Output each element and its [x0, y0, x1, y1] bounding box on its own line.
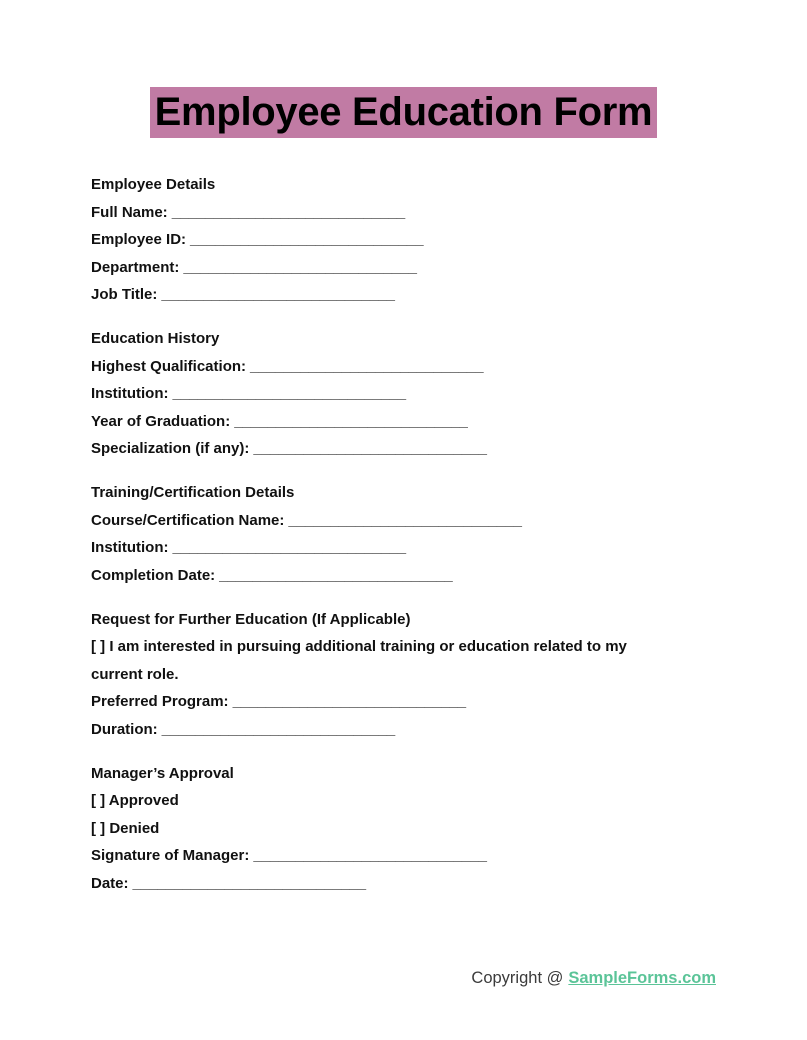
year-of-graduation-blank: ____________________________ — [234, 412, 468, 430]
field-label: Course/Certification Name: — [91, 511, 285, 529]
institution-blank: ____________________________ — [172, 385, 407, 402]
checkbox-interest-statement-line1[interactable]: [ ] I am interested in pursuing additional training or education related to my — [91, 638, 627, 655]
section-employee-details — [91, 171, 741, 309]
field-year-of-graduation — [91, 408, 741, 436]
section-heading: Employee Details — [91, 176, 216, 193]
specialization-blank: ____________________________ — [253, 440, 487, 457]
form-body — [91, 171, 741, 914]
section-heading: Education History — [91, 330, 220, 347]
field-label: Full Name: — [91, 203, 168, 221]
signature-of-manager-blank: ____________________________ — [253, 847, 487, 864]
duration-blank: ____________________________ — [161, 720, 396, 738]
course-certification-name-blank: ____________________________ — [288, 511, 522, 529]
field-duration — [91, 716, 741, 744]
field-label: Job Title: — [91, 286, 158, 303]
field-department — [91, 254, 741, 282]
field-preferred-program — [91, 688, 741, 716]
field-label: Institution: — [91, 385, 169, 402]
field-label: Employee ID: — [91, 231, 187, 248]
section-education-history — [91, 325, 741, 463]
field-course-certification-name — [91, 507, 741, 535]
field-specialization — [91, 435, 741, 463]
field-label: Duration: — [91, 720, 158, 738]
checkbox-denied[interactable]: [ ] Denied — [91, 819, 160, 837]
field-label: Signature of Manager: — [91, 847, 250, 864]
highest-qualification-blank: ____________________________ — [250, 357, 484, 375]
field-label: Completion Date: — [91, 566, 216, 584]
field-label: Highest Qualification: — [91, 357, 247, 375]
section-heading: Request for Further Education (If Applicable) — [91, 610, 411, 628]
section-managers-approval — [91, 760, 741, 898]
field-label: Specialization (if any): — [91, 440, 250, 457]
field-highest-qualification — [91, 353, 741, 381]
preferred-program-blank: ____________________________ — [232, 693, 467, 710]
department-blank: ____________________________ — [183, 258, 417, 276]
title-row — [0, 87, 807, 138]
field-employee-id — [91, 226, 741, 254]
job-title-blank: ____________________________ — [161, 286, 395, 303]
employee-id-blank: ____________________________ — [190, 231, 424, 248]
section-further-education-request — [91, 606, 741, 744]
completion-date-blank: ____________________________ — [219, 566, 453, 584]
field-label: Year of Graduation: — [91, 412, 231, 430]
field-training-institution — [91, 534, 741, 562]
field-job-title — [91, 281, 741, 309]
sampleforms-link[interactable]: SampleForms.com — [568, 969, 716, 987]
training-institution-blank: ____________________________ — [172, 539, 407, 556]
field-label: Department: — [91, 258, 180, 276]
checkbox-approved[interactable]: [ ] Approved — [91, 792, 179, 809]
section-heading: Training/Certification Details — [91, 484, 295, 501]
footer — [471, 966, 716, 990]
form-title: Employee Education Form — [150, 87, 658, 138]
field-label: Preferred Program: — [91, 693, 229, 710]
field-date — [91, 870, 741, 898]
copyright-text: Copyright @ — [471, 969, 564, 987]
checkbox-interest-statement-line2: current role. — [91, 665, 179, 683]
full-name-blank: ____________________________ — [171, 203, 406, 221]
section-training-certification — [91, 479, 741, 589]
field-signature-of-manager — [91, 842, 741, 870]
field-label: Institution: — [91, 539, 169, 556]
field-completion-date — [91, 562, 741, 590]
section-heading: Manager’s Approval — [91, 764, 234, 782]
date-blank: ____________________________ — [132, 874, 367, 892]
field-label: Date: — [91, 874, 129, 892]
field-institution — [91, 380, 741, 408]
field-full-name — [91, 199, 741, 227]
